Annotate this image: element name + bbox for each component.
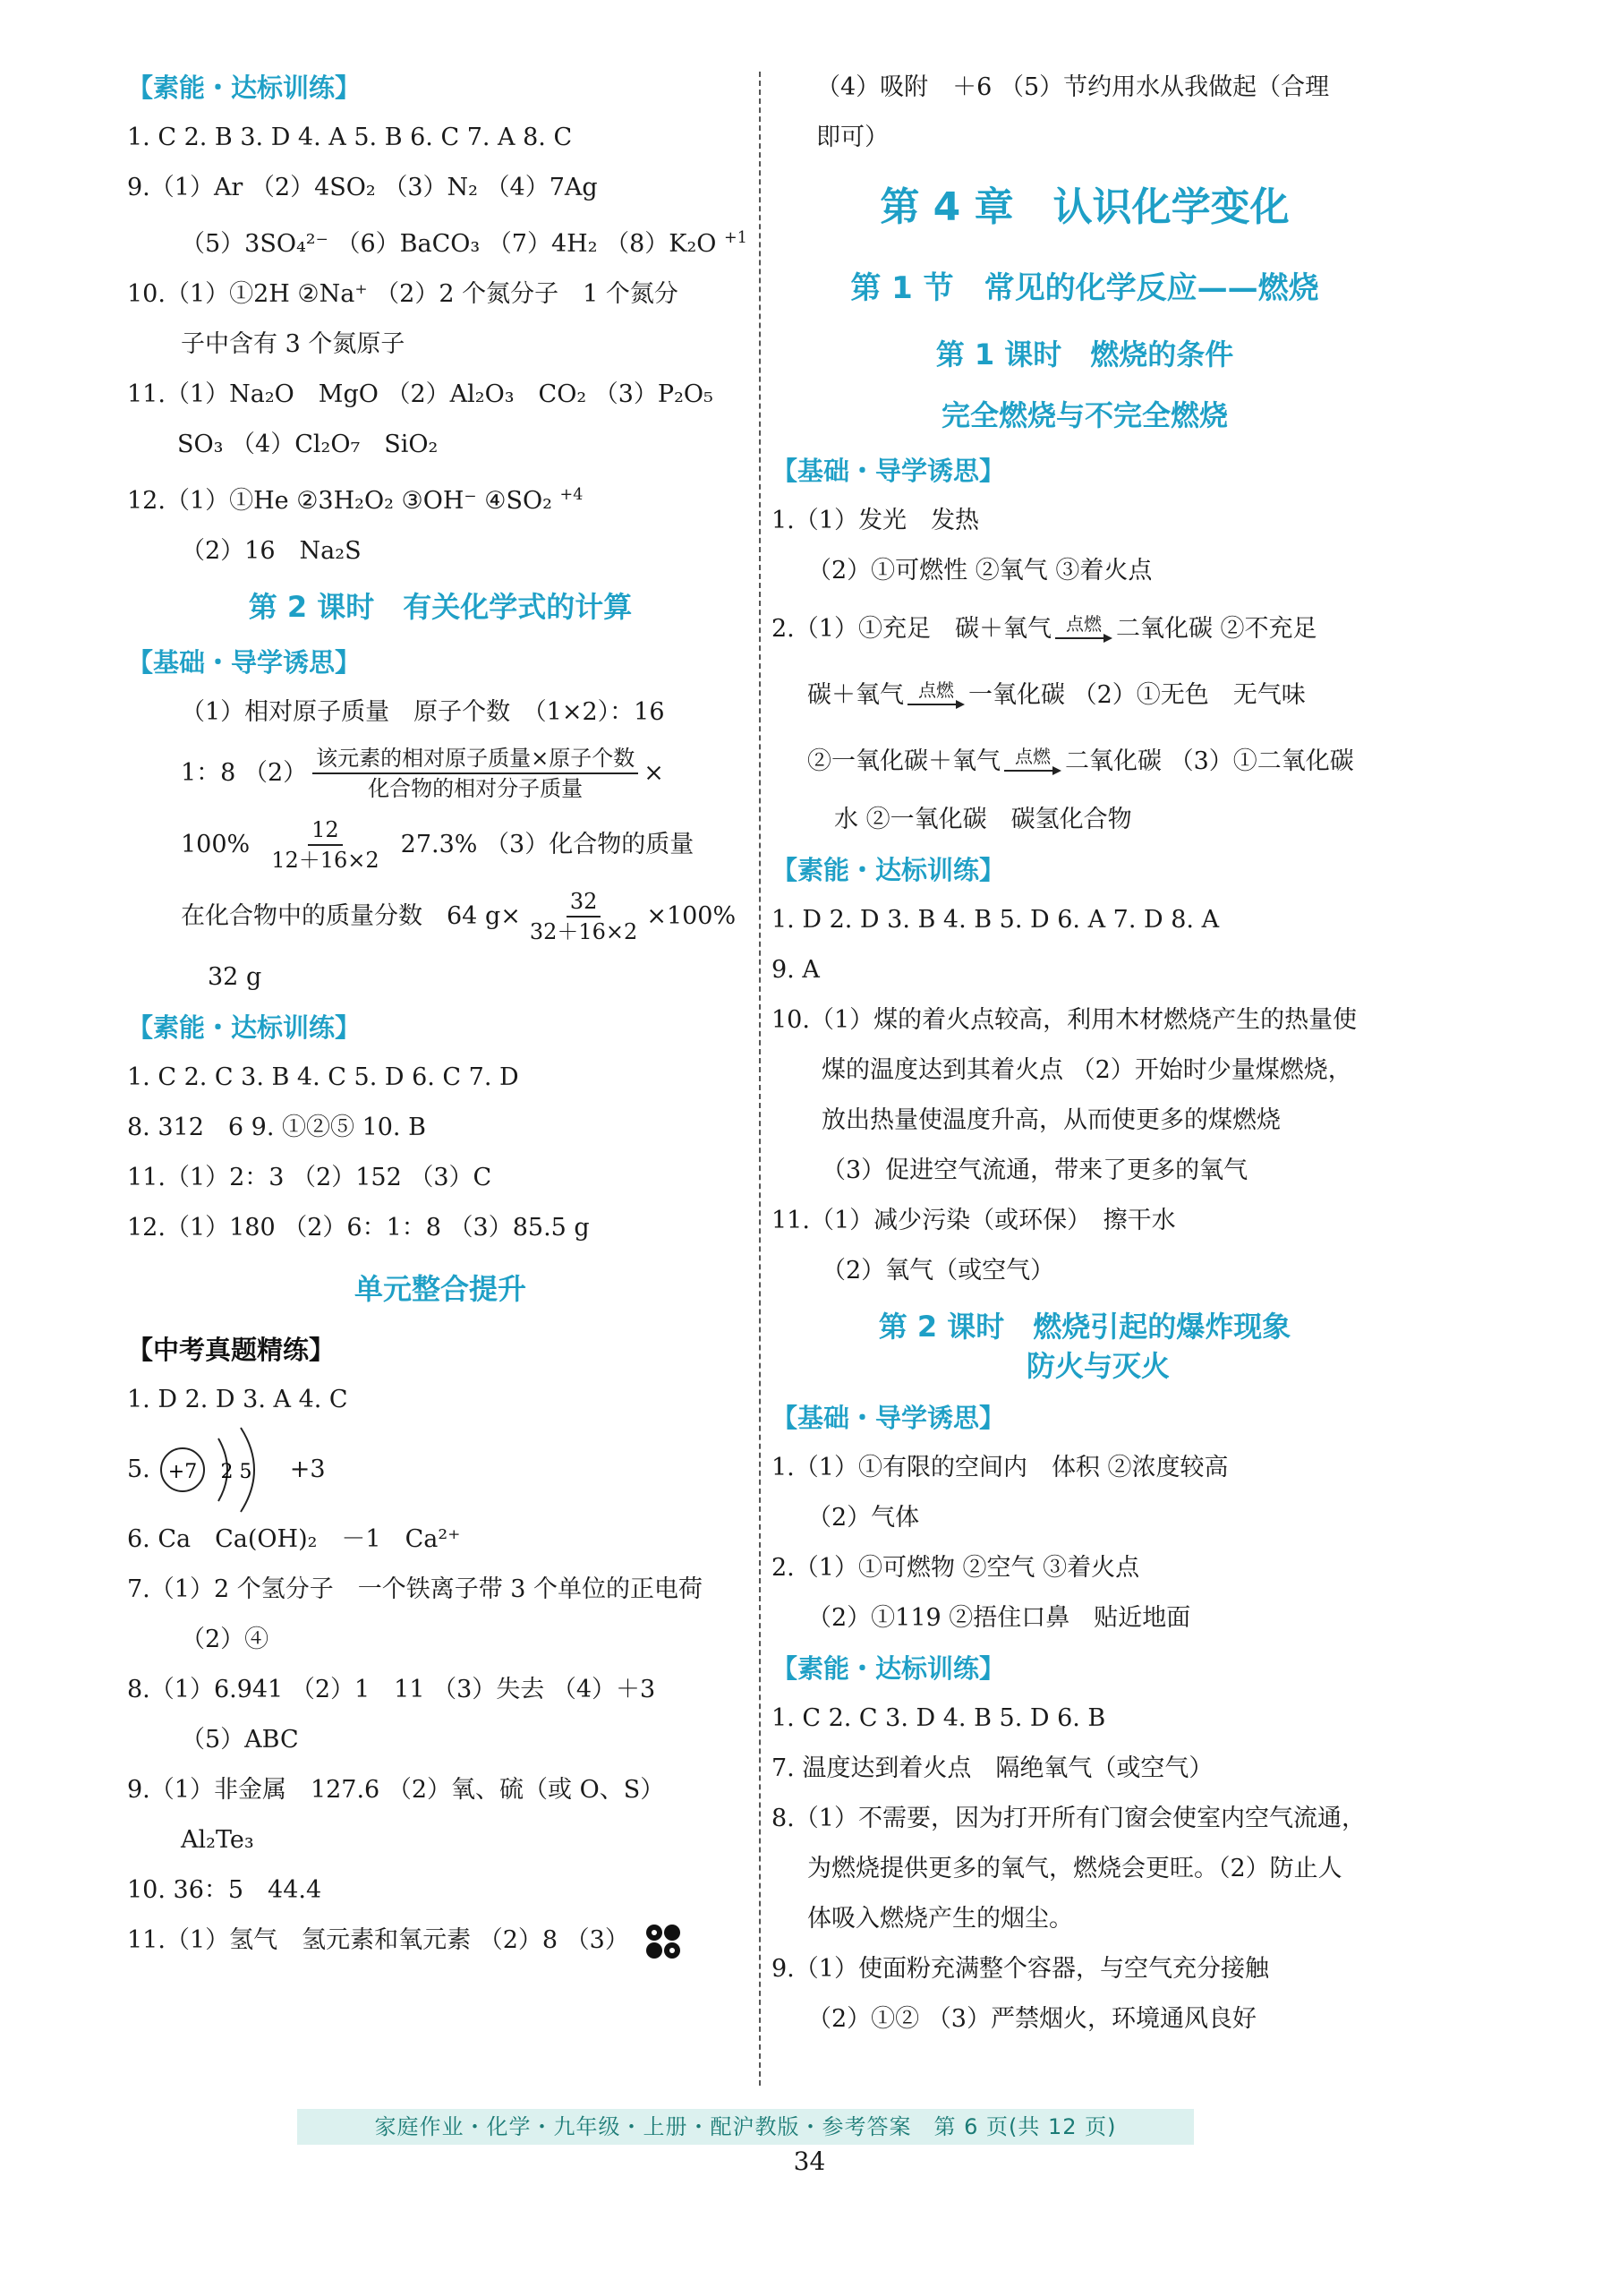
answer-line: 11.（1）Na₂O MgO （2）Al₂O₃ CO₂ （3）P₂O₅ [127,380,713,408]
atom-structure-diagram [156,1421,281,1519]
answer-line: 1. C 2. B 3. D 4. A 5. B 6. C 7. A 8. C [127,124,573,151]
answer-line: 32 g [208,963,262,991]
reaction-arrow [907,681,965,710]
answer-line: 6. Ca Ca(OH)₂ －1 Ca²⁺ [127,1525,461,1553]
answer-line: 1. D 2. D 3. B 4. B 5. D 6. A 7. D 8. A [771,906,1220,934]
section-heading: 【基础・导学诱思】 [127,647,362,678]
answer-line: 8.（1）不需要，因为打开所有门窗会使室内空气流通， [771,1805,1366,1832]
answer-text: × [643,759,664,787]
answer-text: 二氧化碳 （3）①二氧化碳 [1065,747,1354,775]
answer-text: 1：8 （2） [181,759,308,787]
fraction-numerator: 32 [567,887,601,918]
answer-text: +3 [289,1455,326,1483]
lesson-title: 第 2 课时 燃烧引起的爆炸现象 [878,1310,1291,1344]
section-heading: 【素能・达标训练】 [771,1653,1006,1684]
answer-line: 10. 36：5 44.4 [127,1876,322,1904]
answer-line: （2）氧气（或空气） [822,1257,1055,1285]
answer-line [127,470,754,526]
fraction [526,887,641,946]
answer-line: 11.（1）减少污染（或环保） 擦干水 [771,1207,1176,1234]
fraction-numerator: 12 [308,815,343,846]
answer-text: 碳＋氧气 [807,681,904,709]
answer-line: （5）ABC [181,1726,299,1754]
answer-line: 1. D 2. D 3. A 4. C [127,1386,348,1413]
formula-line [127,738,754,809]
column-divider [759,72,761,2086]
answer-text: ②一氧化碳＋氧气 [807,747,1001,775]
answer-line: 2.（1）①可燃物 ②空气 ③着火点 [771,1554,1140,1582]
nucleus-charge: +7 [167,1461,197,1483]
answer-text: 5. [127,1455,150,1483]
answer-line: 10.（1）煤的着火点较高，利用木材燃烧产生的热量使 [771,1006,1358,1034]
answer-line: 9.（1）Ar （2）4SO₂ （3）N₂ （4）7Ag [127,174,598,201]
answer-line: 8.（1）6.941 （2）1 11 （3）失去 （4）＋3 [127,1676,656,1703]
atom-structure-line [127,1425,754,1515]
answer-text: 2.（1）①充足 碳＋氧气 [771,615,1052,643]
valence-mark: +4 [559,486,584,504]
valence-mark: +1 [724,229,747,247]
answer-line: 即可） [816,124,889,151]
section-title: 第 1 节 常见的化学反应——燃烧 [850,270,1319,306]
chapter-title: 第 4 章 认识化学变化 [880,184,1290,230]
answer-text: 二氧化碳 ②不充足 [1115,615,1317,643]
answer-line: 12.（1）180 （2）6：1：8 （3）85.5 g [127,1214,590,1242]
reaction-condition: 点燃 [918,679,954,701]
answer-line: （2）16 Na₂S [181,537,362,565]
answer-text: 12.（1）①He ②3H₂O₂ ③OH⁻ ④SO₂ [127,487,552,515]
arrow-icon [1004,765,1061,776]
answer-line: （2）①可燃性 ②氧气 ③着火点 [807,557,1153,585]
section-heading: 【素能・达标训练】 [127,73,362,103]
equation-line [771,596,1398,662]
answer-line: （2）④ [181,1626,269,1653]
answer-text: 一氧化碳 （2）①无色 无气味 [968,681,1306,709]
answer-line: （4）吸附 ＋6 （5）节约用水从我做起（合理 [816,73,1330,101]
unit-title: 单元整合提升 [354,1272,526,1306]
page-footer: 家庭作业・化学・九年级・上册・配沪教版・参考答案 第 6 页(共 12 页) [297,2109,1194,2145]
section-heading: 【素能・达标训练】 [127,1012,362,1043]
formula-line [127,881,754,952]
answer-line: 体吸入燃烧产生的烟尘。 [807,1905,1073,1933]
reaction-condition: 点燃 [1015,746,1051,767]
answer-line: 7. 温度达到着火点 隔绝氧气（或空气） [771,1754,1214,1782]
answer-line: 8. 312 6 9. ①②⑤ 10. B [127,1114,426,1141]
fraction-denominator: 32＋16×2 [529,919,638,944]
answer-text: 27.3% （3）化合物的质量 [400,831,694,858]
answer-line: 11.（1）2：3 （2）152 （3）C [127,1164,492,1191]
answer-text: 100% [181,831,251,858]
answer-line: 煤的温度达到其着火点 （2）开始时少量煤燃烧， [822,1056,1352,1084]
answer-line: 9.（1）非金属 127.6 （2）氧、硫（或 O、S） [127,1776,665,1804]
answer-line: Al₂Te₃ [181,1826,254,1854]
answer-line [127,213,754,269]
answer-line: 放出热量使温度升高，从而使更多的煤燃烧 [822,1106,1281,1134]
answer-line: 1.（1）①有限的空间内 体积 ②浓度较高 [771,1454,1229,1481]
answer-line: （2）气体 [807,1504,920,1532]
lesson-subtitle: 防火与灭火 [1026,1349,1170,1383]
answer-line: SO₃ （4）Cl₂O₇ SiO₂ [177,431,439,458]
answer-line: 9.（1）使面粉充满整个容器，与空气充分接触 [771,1955,1269,1983]
molecule-model-icon [643,1922,683,1961]
reaction-arrow [1004,747,1061,776]
reaction-condition: 点燃 [1065,613,1102,635]
section-heading: 【基础・导学诱思】 [771,456,1006,486]
left-column [127,63,754,1966]
fraction-denominator: 12＋16×2 [271,848,379,873]
answer-line: 9. A [771,956,820,984]
formula-line [127,809,754,881]
page-number: 34 [793,2147,826,2176]
answer-text: 在化合物中的质量分数 64 g× [181,902,521,930]
answer-line: （2）①119 ②捂住口鼻 贴近地面 [807,1604,1191,1632]
section-heading: 【基础・导学诱思】 [771,1403,1006,1433]
answer-line: （1）相对原子质量 原子个数 （1×2）：16 [181,698,665,726]
right-column [771,63,1398,2044]
answer-line: 1.（1）发光 发热 [771,507,979,534]
lesson-title: 第 1 课时 燃烧的条件 [935,337,1234,371]
equation-line [771,729,1398,795]
answer-line: 1. C 2. C 3. D 4. B 5. D 6. B [771,1704,1106,1732]
fraction-numerator: 该元素的相对原子质量×原子个数 [312,744,638,774]
answer-line: （2）①② （3）严禁烟火，环境通风良好 [807,2005,1257,2033]
lesson-subtitle: 完全燃烧与不完全燃烧 [941,398,1228,432]
reaction-arrow [1055,615,1112,644]
answer-line: 为燃烧提供更多的氧气，燃烧会更旺。（2）防止人 [807,1855,1342,1882]
electron-counts: 2 5 [220,1461,252,1483]
answer-line: 7.（1）2 个氢分子 一个铁离子带 3 个单位的正电荷 [127,1575,703,1603]
answer-line: （3）促进空气流通，带来了更多的氧气 [822,1157,1248,1184]
answer-text: 11.（1）氢气 氢元素和氧元素 （2）8 （3） [127,1926,629,1954]
answer-text: （5）3SO₄²⁻ （6）BaCO₃ （7）4H₂ （8）K₂O [181,230,717,258]
section-heading: 【中考真题精练】 [127,1335,336,1365]
section-heading: 【素能・达标训练】 [771,855,1006,885]
answer-line: 10.（1）①2H ②Na⁺ （2）2 个氮分子 1 个氮分 [127,280,678,308]
lesson-title: 第 2 课时 有关化学式的计算 [248,590,633,624]
answer-text: ×100% [646,902,737,930]
answer-line: 1. C 2. C 3. B 4. C 5. D 6. C 7. D [127,1063,519,1091]
arrow-icon [1055,633,1112,644]
arrow-icon [907,699,965,710]
equation-line [771,662,1398,729]
fraction [312,744,638,803]
answer-line: 子中含有 3 个氮原子 [181,330,405,358]
answer-line: 水 ②一氧化碳 碳氢化合物 [834,806,1132,833]
fraction [268,815,382,875]
fraction-denominator: 化合物的相对分子质量 [368,776,584,801]
answer-line [127,1916,754,1966]
